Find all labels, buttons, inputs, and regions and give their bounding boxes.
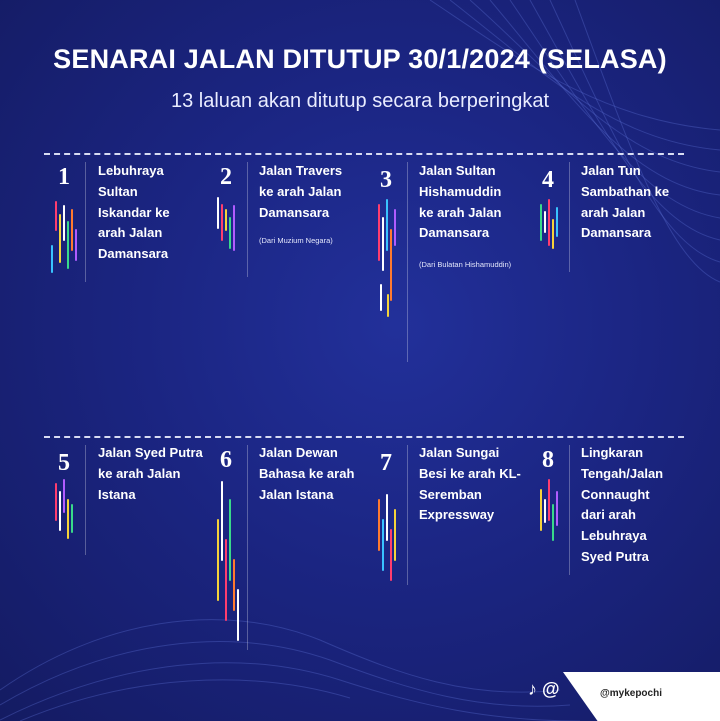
road-divider-2 xyxy=(247,162,248,277)
road-number-4: 4 xyxy=(542,167,554,193)
road-number-8: 8 xyxy=(542,447,554,473)
road-divider-5 xyxy=(85,445,86,555)
page-title: SENARAI JALAN DITUTUP 30/1/2024 (SELASA) xyxy=(53,44,667,74)
road-number-2: 2 xyxy=(220,164,232,190)
divider-top xyxy=(44,153,684,155)
footer-handle: @mykepochi xyxy=(600,688,662,699)
road-label-2: Jalan Travers ke arah Jalan Damansara xyxy=(259,163,343,220)
road-label-5: Jalan Syed Putra ke arah Jalan Istana xyxy=(98,445,203,502)
road-number-1: 1 xyxy=(58,164,70,190)
road-number-7: 7 xyxy=(380,450,392,476)
road-number-6: 6 xyxy=(220,447,232,473)
tiktok-icon: ♪ @ xyxy=(528,679,560,699)
road-label-8: Lingkaran Tengah/Jalan Connaught dari arah Lebuhraya Syed Putra xyxy=(581,445,664,564)
road-divider-8 xyxy=(569,445,570,575)
road-divider-1 xyxy=(85,162,86,282)
road-divider-3 xyxy=(407,162,408,362)
road-divider-6 xyxy=(247,445,248,650)
road-divider-4 xyxy=(569,162,570,272)
road-label-3: Jalan Sultan Hishamuddin ke arah Jalan Damansara xyxy=(419,163,502,241)
road-number-3: 3 xyxy=(380,167,392,193)
road-note-3: (Dari Bulatan Hishamuddin) xyxy=(419,260,512,269)
page-subtitle: 13 laluan akan ditutup secara berperingkat xyxy=(170,90,550,112)
road-label-1: Lebuhraya Sultan Iskandar ke arah Jalan Damansara xyxy=(98,163,170,262)
road-label-6: Jalan Dewan Bahasa ke arah Jalan Istana xyxy=(259,445,355,502)
road-label-4: Jalan Tun Sambathan ke arah Jalan Damansara xyxy=(581,163,670,241)
road-note-2: (Dari Muzium Negara) xyxy=(259,236,333,245)
divider-middle xyxy=(44,436,684,438)
road-label-7: Jalan Sungai Besi ke arah KL- Seremban Expressway xyxy=(419,445,521,523)
road-number-5: 5 xyxy=(58,450,70,476)
road-divider-7 xyxy=(407,445,408,585)
